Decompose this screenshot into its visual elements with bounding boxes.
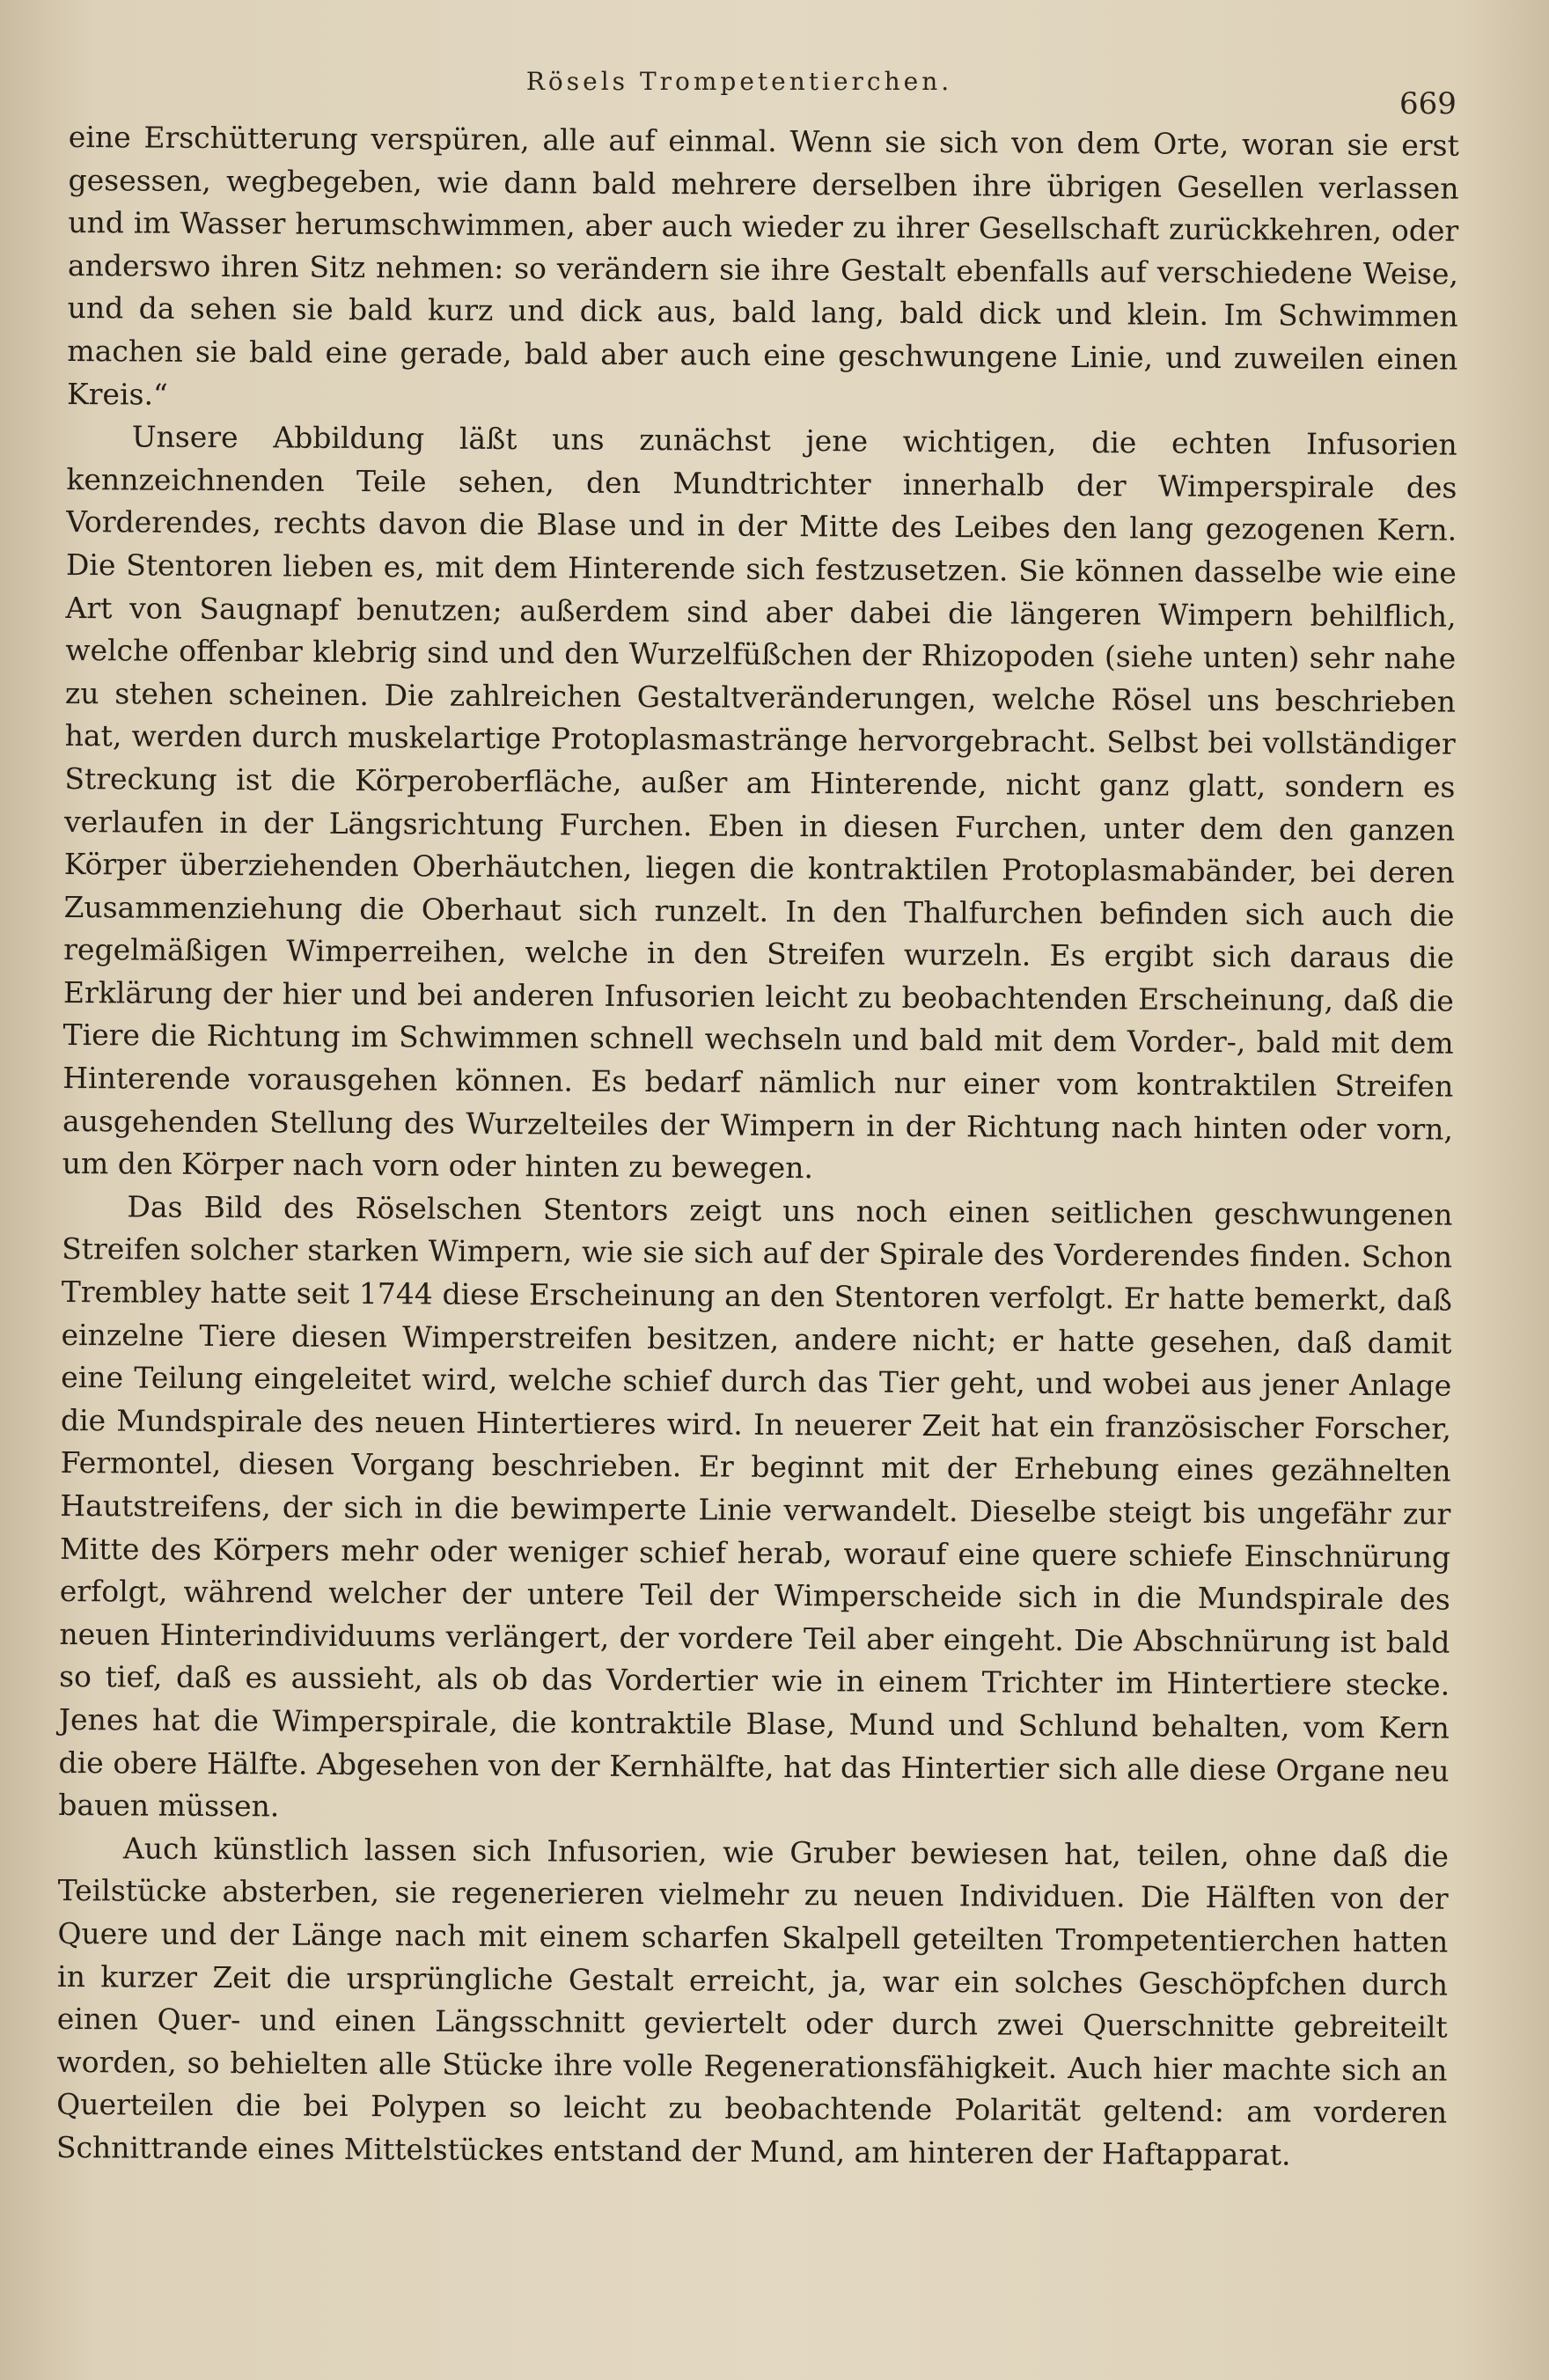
paragraph-stentor-anatomy: Unsere Abbildung läßt uns zunächst jene wichtigen, die echten Infusorien kennzeichnenden Teile sehen, den Mundtrichter innerhalb der Wimperspirale des Vorderendes, rechts davon die Blase und in der Mitte des Leibes den lang gezogenen Kern. Die Stentoren lieben es, mit dem Hinterende sich festzusetzen. Sie können dasselbe wie eine Art von Saugnapf benutzen; außerdem sind aber dabei die längeren Wimpern behilflich, welche offenbar klebrig sind und den Wurzelfüßchen der Rhizopoden (siehe unten) sehr nahe zu stehen scheinen. Die zahlreichen Gestaltveränderungen, welche Rösel uns beschrieben hat, werden durch muskelartige Protoplasmastränge hervorgebracht. Selbst bei vollständiger Streckung ist die Körperoberfläche, außer am Hinterende, nicht ganz glatt, sondern es verlaufen in der Längsrichtung Furchen. Eben in diesen Furchen, unter dem den ganzen Körper überziehenden Oberhäutchen, liegen die kontraktilen Protoplasmabänder, bei deren Zusammenziehung die Oberhaut sich runzelt. In den Thalfurchen befinden sich auch die regelmäßigen Wimperreihen, welche in den Streifen wurzeln. Es ergibt sich daraus die Erklärung der hier und bei anderen Infusorien leicht zu beobachtenden Erscheinung, daß die Tiere die Richtung im Schwimmen schnell wechseln und bald mit dem Vorder-, bald mit dem Hinterende vorausgehen können. Es bedarf nämlich nur einer vom kontraktilen Streifen ausgehenden Stellung des Wurzelteiles der Wimpern in der Richtung nach hinten oder vorn, um den Körper nach vorn oder hinten zu bewegen. bbox=[62, 419, 1457, 1186]
paragraph-division: Das Bild des Röselschen Stentors zeigt uns noch einen seitlichen geschwungenen Streifen solcher starken Wimpern, wie sie sich auf der Spirale des Vorderendes finden. Schon Trembley hatte seit 1744 diese Erscheinung an den Stentoren verfolgt. Er hatte bemerkt, daß einzelne Tiere diesen Wimperstreifen besitzen, andere nicht; er hatte gesehen, daß damit eine Teilung eingeleitet wird, welche schief durch das Tier geht, und wobei aus jener Anlage die Mundspirale des neuen Hintertieres wird. In neuerer Zeit hat ein französischer Forscher, Fermontel, diesen Vorgang beschrieben. Er beginnt mit der Erhebung eines gezähnelten Hautstreifens, der sich in die bewimperte Linie verwandelt. Dieselbe steigt bis ungefähr zur Mitte des Körpers mehr oder weniger schief herab, worauf eine quere schiefe Einschnürung erfolgt, während welcher der untere Teil der Wimperscheide sich in die Mundspirale des neuen Hinterindividuums verlängert, der vordere Teil aber eingeht. Die Abschnürung ist bald so tief, daß es aussieht, als ob das Vordertier wie in einem Trichter im Hintertiere stecke. Jenes hat die Wimperspirale, die kontraktile Blase, Mund und Schlund behalten, vom Kern die obere Hälfte. Abgesehen von der Kernhälfte, hat das Hintertier sich alle diese Organe neu bauen müssen. bbox=[58, 1189, 1453, 1824]
running-head: Rösels Trompetentierchen. bbox=[525, 67, 953, 96]
paragraph-regeneration: Auch künstlich lassen sich Infusorien, wie Gruber bewiesen hat, teilen, ohne daß die Teilstücke absterben, sie regenerieren vielmehr zu neuen Individuen. Die Hälften von der Quere und der Länge nach mit einem scharfen Skalpell geteilten Trompetentierchen hatten in kurzer Zeit die ursprüngliche Gestalt erreicht, ja, war ein solches Geschöpfchen durch einen Quer- und einen Längsschnitt geviertelt oder durch zwei Querschnitte gebreiteilt worden, so behielten alle Stücke ihre volle Regenerationsfähigkeit. Auch hier machte sich an Querteilen die bei Polypen so leicht zu beobachtende Polarität geltend: am vorderen Schnittrande eines Mittelstückes entstand der Mund, am hinteren der Haftapparat. bbox=[55, 1831, 1450, 2172]
body-text bbox=[56, 116, 1459, 2178]
paragraph-continuation: eine Erschütterung verspüren, alle auf einmal. Wenn sie sich von dem Orte, woran sie erst gesessen, wegbegeben, wie dann bald mehrere derselben ihre übrigen Gesellen verlassen und im Wasser herumschwimmen, aber auch wieder zu ihrer Gesellschaft zurückkehren, oder anderswo ihren Sitz nehmen: so verändern sie ihre Gestalt ebenfalls auf verschiedene Weise, und da sehen sie bald kurz und dick aus, bald lang, bald dick und klein. Im Schwimmen machen sie bald eine gerade, bald aber auch eine geschwungene Linie, und zuweilen einen Kreis.“ bbox=[66, 119, 1459, 412]
page-number: 669 bbox=[1399, 86, 1457, 121]
